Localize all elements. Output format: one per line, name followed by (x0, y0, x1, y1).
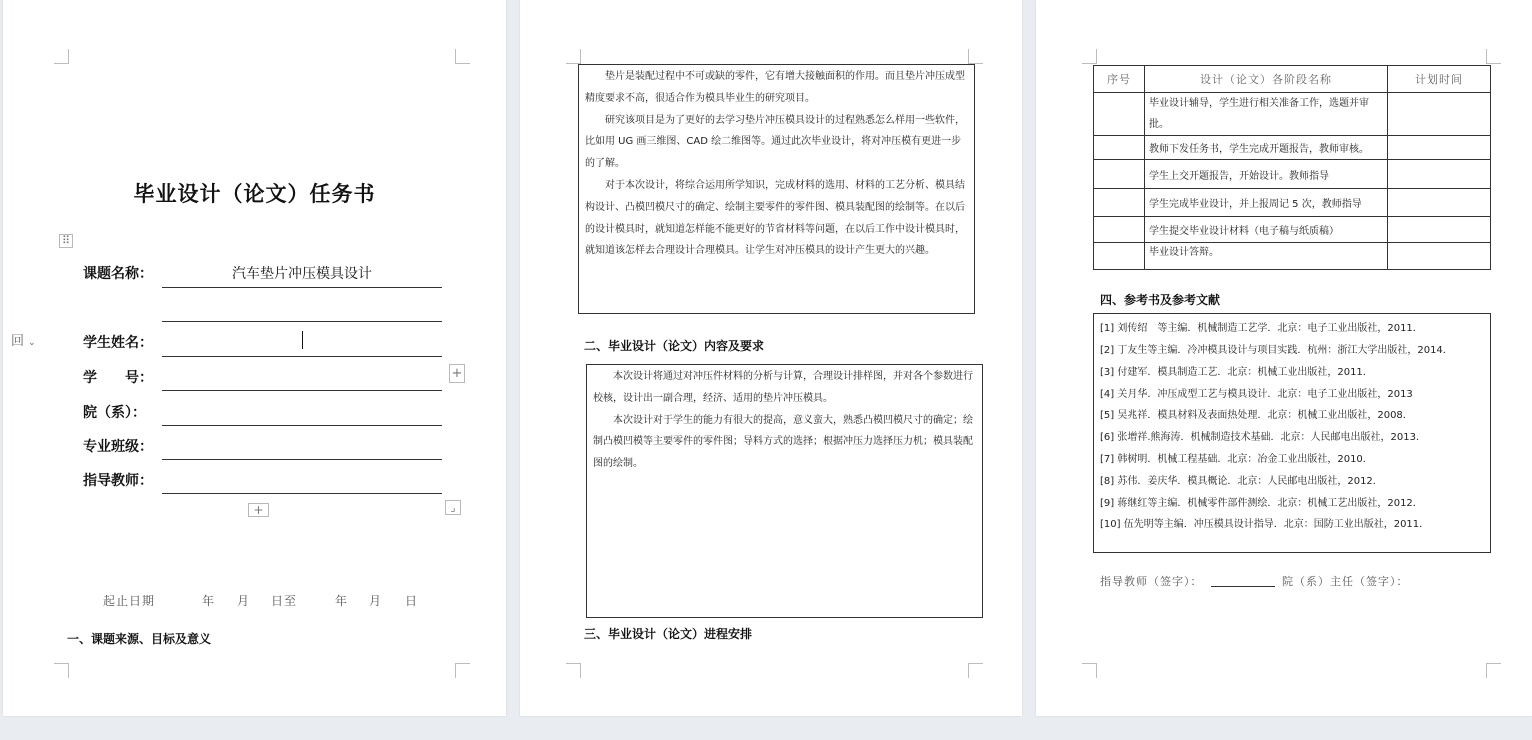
layout-options-icon[interactable] (11, 330, 47, 348)
table-row (1094, 160, 1491, 189)
field-label-student-id: 学 号： (83, 370, 153, 386)
cell-time[interactable] (1388, 136, 1491, 160)
field-line-class (162, 459, 442, 460)
cell-no[interactable] (1094, 243, 1145, 270)
reference-item: [2] 丁友生等主编．冷冲模具设计与项目实践．杭州：浙江大学出版社，2014． (1100, 345, 1453, 356)
reference-item: [10] 伍先明等主编．冲压模具设计指导．北京：国防工业出版社，2011． (1100, 519, 1430, 530)
paragraph: 垫片是装配过程中不可或缺的零件，它有增大接触面积的作用。而且垫片冲压成型精度要求不高，很适合作为模具毕业生的研究项目。 (585, 71, 965, 104)
crop-mark (1486, 49, 1501, 64)
field-line-topic-2 (162, 321, 442, 322)
date-year-2: 年 (335, 594, 349, 608)
cell-time[interactable] (1388, 189, 1491, 217)
table-header-row (1094, 66, 1491, 93)
table-row (1094, 243, 1491, 270)
reference-item: [3] 付建军．模具制造工艺．北京：机械工业出版社，2011． (1100, 367, 1373, 378)
cell-no[interactable] (1094, 189, 1145, 217)
header-time: 计划时间 (1388, 66, 1491, 93)
reference-item: [7] 韩树明．机械工程基础．北京：冶金工业出版社，2010． (1100, 454, 1373, 465)
reference-item: [1] 刘传绍 等主编．机械制造工艺学．北京：电子工业出版社，2011． (1100, 323, 1423, 334)
cell-no[interactable] (1094, 217, 1145, 243)
requirements-content-box[interactable] (586, 364, 983, 618)
cell-time[interactable] (1388, 93, 1491, 136)
page-3 (1036, 0, 1532, 716)
chevron-down-icon: ⌄ (28, 338, 36, 348)
cell-stage[interactable]: 教师下发任务书，学生完成开题报告，教师审核。 (1145, 136, 1388, 160)
paragraph: 本次设计将通过对冲压件材料的分析与计算，合理设计排样图，并对各个参数进行校核，设计出一副合理，经济、适用的垫片冲压模具。 (593, 371, 973, 404)
reference-item: [5] 吴兆祥．模具材料及表面热处理．北京：机械工业出版社，2008． (1100, 410, 1413, 421)
signature-teacher-line[interactable] (1211, 586, 1275, 587)
paragraph: 研究该项目是为了更好的去学习垫片冲压模具设计的过程熟悉怎么样用一些软件，比如用 UG 画三维图、CAD 绘二维图等。通过此次毕业设计，将对冲压模有更进一步的了解。 (585, 114, 965, 170)
crop-mark (1486, 663, 1501, 678)
cell-no[interactable] (1094, 136, 1145, 160)
cell-stage[interactable]: 学生提交毕业设计材料（电子稿与纸质稿） (1145, 217, 1388, 243)
date-month-2: 月 (369, 594, 383, 608)
cell-stage[interactable]: 学生完成毕业设计，并上报周记 5 次，教师指导 (1145, 189, 1388, 217)
layout-icon: 回 (11, 334, 25, 349)
date-day-to: 日至 (271, 594, 298, 608)
crop-mark (566, 663, 581, 678)
field-label-department: 院（系）： (83, 405, 146, 421)
field-label-advisor: 指导教师： (83, 473, 153, 489)
cell-stage[interactable]: 学生上交开题报告，开始设计。教师指导 (1145, 160, 1388, 189)
page-2 (520, 0, 1022, 716)
crop-mark (54, 663, 69, 678)
field-line-advisor (162, 493, 442, 494)
cell-no[interactable] (1094, 160, 1145, 189)
table-row (1094, 136, 1491, 160)
reference-item: [4] 关月华．冲压成型工艺与模具设计．北京：电子工业出版社，2013 (1100, 389, 1413, 400)
table-row (1094, 189, 1491, 217)
crop-mark (566, 49, 581, 64)
crop-mark (1082, 49, 1097, 64)
references-box[interactable] (1093, 313, 1491, 553)
table-move-handle-icon[interactable]: ⠿ (59, 234, 73, 248)
crop-mark (968, 49, 983, 64)
section-heading-1: 一、课题来源、目标及意义 (67, 632, 212, 646)
page-1 (3, 0, 506, 716)
field-label-student-name: 学生姓名： (83, 335, 153, 351)
table-resize-icon[interactable]: ⌟ (445, 500, 461, 515)
reference-item: [6] 张增祥.熊海涛．机械制造技术基础．北京：人民邮电出版社，2013． (1100, 432, 1426, 443)
cell-time[interactable] (1388, 160, 1491, 189)
date-year-1: 年 (202, 594, 216, 608)
document-title: 毕业设计（论文）任务书 (133, 181, 376, 206)
schedule-table[interactable] (1093, 65, 1491, 270)
date-day-2: 日 (405, 594, 419, 608)
add-row-icon[interactable]: + (248, 503, 269, 517)
header-no: 序号 (1094, 66, 1145, 93)
crop-mark (54, 49, 69, 64)
cell-no[interactable] (1094, 93, 1145, 136)
paragraph: 本次设计对于学生的能力有很大的提高，意义蛮大，熟悉凸模凹模尺寸的确定；绘制凸模凹模等主要零件的零件图；导料方式的选择；根据冲压力选择压力机；模具装配图的绘制。 (593, 414, 973, 470)
signature-dean-label: 院（系）主任（签字）： (1282, 575, 1409, 588)
field-line-topic (162, 287, 442, 288)
field-value-topic[interactable]: 汽车垫片冲压模具设计 (232, 266, 372, 282)
crop-mark (455, 663, 470, 678)
text-cursor (302, 331, 303, 349)
crop-mark (455, 49, 470, 64)
date-month-1: 月 (237, 594, 251, 608)
cell-stage[interactable]: 毕业设计答辩。 (1145, 243, 1388, 270)
crop-mark (1082, 663, 1097, 678)
reference-item: [8] 苏伟．姜庆华．模具概论．北京：人民邮电出版社，2012． (1100, 476, 1383, 487)
field-label-class: 专业班级： (83, 439, 153, 455)
reference-item: [9] 蒋继红等主编．机械零件部件测绘．北京：机械工艺出版社，2012． (1100, 498, 1423, 509)
crop-mark (968, 663, 983, 678)
header-stage: 设计（论文）各阶段名称 (1145, 66, 1388, 93)
table-row (1094, 93, 1491, 136)
section-heading-4: 四、参考书及参考文献 (1100, 293, 1221, 307)
section-heading-2: 二、毕业设计（论文）内容及要求 (584, 339, 765, 353)
section-heading-3: 三、毕业设计（论文）进程安排 (584, 627, 753, 641)
signature-teacher-label: 指导教师（签字）： (1100, 575, 1203, 588)
purpose-content-box[interactable] (578, 64, 975, 314)
cell-time[interactable] (1388, 217, 1491, 243)
field-line-department (162, 425, 442, 426)
paragraph: 对于本次设计，将综合运用所学知识，完成材料的选用、材料的工艺分析、模具结构设计、凸模凹模尺寸的确定、绘制主要零件的零件图、模具装配图的绘制等。在以后的设计模具时，就知道怎样能不能更好的节省材料等问题，在以后工作中设计模具时，就知道该怎样去合理设计合理模具。让学生对冲压模具的设计产生更大的兴趣。 (585, 179, 965, 257)
field-line-student-name (162, 356, 442, 357)
add-column-icon[interactable]: + (449, 364, 465, 383)
field-line-student-id (162, 390, 442, 391)
cell-time[interactable] (1388, 243, 1491, 270)
field-label-topic: 课题名称： (83, 266, 153, 282)
date-start-label: 起止日期 (103, 594, 156, 608)
cell-stage[interactable]: 毕业设计辅导，学生进行相关准备工作，选题并审批。 (1145, 93, 1388, 136)
table-row (1094, 217, 1491, 243)
